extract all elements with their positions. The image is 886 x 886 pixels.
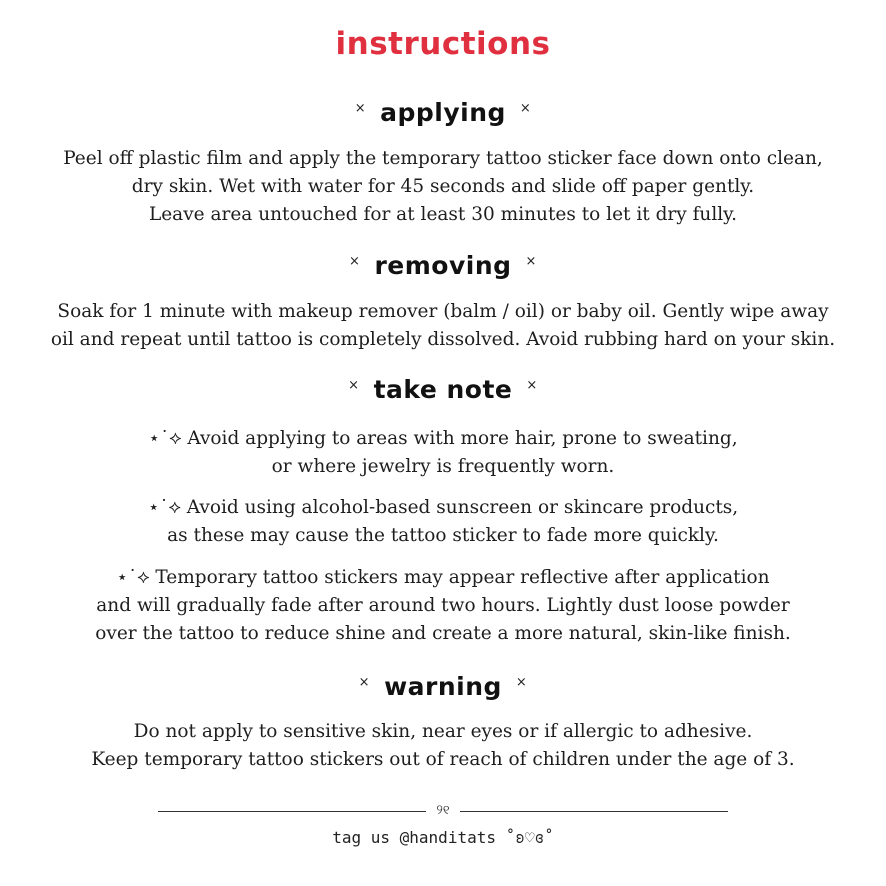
heading-mark-left: × bbox=[348, 378, 360, 393]
heading-mark-right: × bbox=[526, 378, 538, 393]
heading-warning bbox=[0, 672, 886, 701]
note-line: or where jewelry is frequently worn. bbox=[271, 456, 615, 477]
heading-take-note-label: take note bbox=[373, 375, 513, 404]
heading-mark-left: × bbox=[358, 675, 371, 690]
note-1 bbox=[0, 425, 886, 481]
applying-line: dry skin. Wet with water for 45 seconds and slide off paper gently. bbox=[131, 176, 755, 197]
divider-rule-right bbox=[460, 811, 728, 812]
heading-mark-left: × bbox=[349, 254, 361, 269]
heading-removing bbox=[0, 251, 886, 280]
heading-take-note bbox=[0, 375, 886, 404]
removing-line: oil and repeat until tattoo is completely dissolved. Avoid rubbing hard on your skin. bbox=[50, 329, 836, 350]
removing-text bbox=[0, 298, 886, 354]
heading-warning-label: warning bbox=[384, 672, 502, 701]
warning-text bbox=[0, 718, 886, 774]
heading-mark-right: × bbox=[519, 101, 532, 116]
warning-line: Keep temporary tattoo stickers out of reach of children under the age of 3. bbox=[91, 749, 795, 770]
note-line: ⋆˙⟡ Avoid applying to areas with more hair, prone to sweating, bbox=[148, 428, 738, 449]
note-3 bbox=[0, 564, 886, 648]
applying-text bbox=[0, 145, 886, 229]
footer-social-handle: tag us @handitats ˚ʚ♡ɞ˚ bbox=[332, 828, 554, 847]
heading-mark-right: × bbox=[515, 675, 528, 690]
note-line: over the tattoo to reduce shine and create a more natural, skin-like finish. bbox=[95, 623, 791, 644]
divider-ornament: ୨୧ bbox=[436, 803, 450, 818]
heading-applying bbox=[0, 98, 886, 127]
note-line: ⋆˙⟡ Avoid using alcohol-based sunscreen or skincare products, bbox=[147, 497, 739, 518]
warning-line: Do not apply to sensitive skin, near eyes or if allergic to adhesive. bbox=[133, 721, 753, 742]
footer-divider bbox=[158, 800, 728, 822]
applying-line: Leave area untouched for at least 30 minutes to let it dry fully. bbox=[148, 204, 738, 225]
heading-mark-right: × bbox=[525, 254, 537, 269]
note-line: as these may cause the tattoo sticker to fade more quickly. bbox=[167, 525, 719, 546]
removing-line: Soak for 1 minute with makeup remover (balm / oil) or baby oil. Gently wipe away bbox=[57, 301, 829, 322]
page-title: instructions bbox=[335, 26, 551, 62]
note-2 bbox=[0, 494, 886, 550]
applying-line: Peel off plastic film and apply the temporary tattoo sticker face down onto clean, bbox=[63, 148, 823, 169]
heading-removing-label: removing bbox=[374, 251, 512, 280]
note-line: ⋆˙⟡ Temporary tattoo stickers may appear reflective after application bbox=[116, 567, 770, 588]
heading-mark-left: × bbox=[354, 101, 367, 116]
heading-applying-label: applying bbox=[380, 98, 506, 127]
note-line: and will gradually fade after around two hours. Lightly dust loose powder bbox=[96, 595, 790, 616]
